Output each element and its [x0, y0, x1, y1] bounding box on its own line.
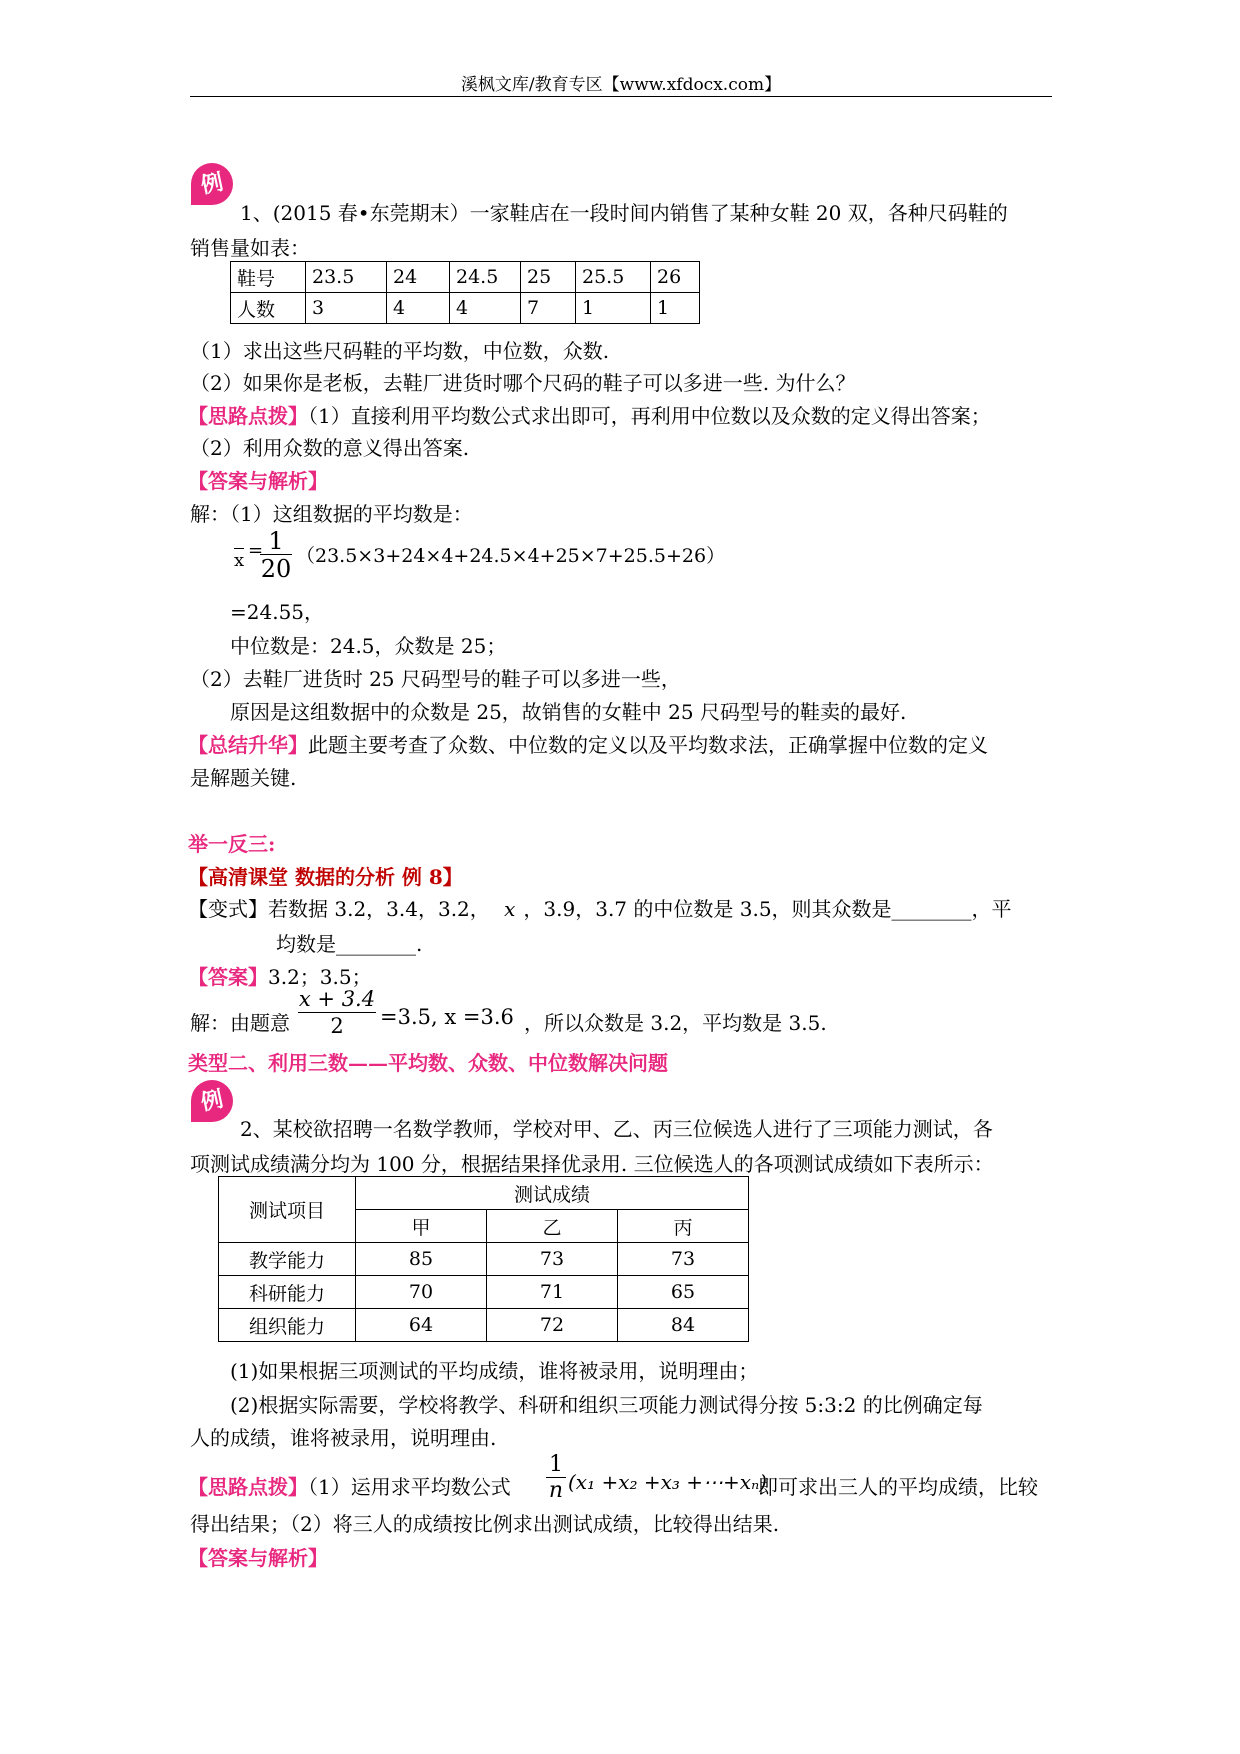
- table-cell: 84: [618, 1309, 749, 1342]
- summary-text: 此题主要考查了众数、中位数的定义以及平均数求法，正确掌握中位数的定义: [308, 733, 988, 757]
- q1-line1: 1、(2015 春•东莞期末）一家鞋店在一段时间内销售了某种女鞋 20 双，各种尺码鞋的: [240, 201, 1008, 225]
- answer-label: 【答案与解析】: [188, 1546, 328, 1570]
- table-cell: 85: [356, 1243, 487, 1276]
- table-cell: 65: [618, 1276, 749, 1309]
- q2-line1: 2、某校欲招聘一名数学教师，学校对甲、乙、丙三位候选人进行了三项能力测试，各: [240, 1117, 993, 1141]
- table-header-score: 测试成绩: [356, 1177, 749, 1210]
- table-cell: 73: [487, 1243, 618, 1276]
- solution-part2: （2）去鞋厂进货时 25 尺码型号的鞋子可以多进一些，: [190, 667, 681, 691]
- table-cell: 7: [521, 293, 576, 324]
- practice-title: 举一反三:: [188, 832, 276, 856]
- table-row-label: 科研能力: [219, 1276, 356, 1309]
- fraction-numerator: 1: [268, 527, 284, 555]
- table-cell: 3: [306, 293, 387, 324]
- table-row-label: 组织能力: [219, 1309, 356, 1342]
- table-row: [219, 1243, 749, 1276]
- hint-text: （1）直接利用平均数公式求出即可，再利用中位数以及众数的定义得出答案；: [308, 404, 991, 428]
- table-row: [219, 1309, 749, 1342]
- practice-fraction-numerator: x + 3.4: [298, 987, 376, 1011]
- example-badge-icon: 例: [191, 1080, 233, 1122]
- hint-label: 【思路点拨】: [188, 404, 308, 428]
- hint-fraction-denominator: n: [546, 1477, 566, 1503]
- table-cell: 1: [651, 293, 700, 324]
- practice-subtitle: 【高清课堂 数据的分析 例 8】: [188, 865, 463, 889]
- table-col-header: 丙: [618, 1210, 749, 1243]
- summary-label: 【总结升华】: [188, 733, 308, 757]
- header-rule: [190, 96, 1052, 97]
- table-cell: 64: [356, 1309, 487, 1342]
- section-title: 类型二、利用三数——平均数、众数、中位数解决问题: [188, 1051, 668, 1075]
- table-cell: 1: [576, 293, 651, 324]
- mean-expression: （23.5×3+24×4+24.5×4+25×7+25.5+26）: [296, 545, 726, 567]
- variant-text-b: ，3.9，3.7 的中位数是 3.5，则其众数是________，平: [523, 897, 1012, 921]
- q2-line2: 项测试成绩满分均为 100 分，根据结果择优录用. 三位候选人的各项测试成绩如下表所示：: [190, 1152, 994, 1176]
- practice-answer: 3.2；3.5；: [268, 965, 372, 989]
- table-cell: 72: [487, 1309, 618, 1342]
- shoe-size-table: [230, 261, 700, 324]
- table-cell: 70: [356, 1276, 487, 1309]
- hint-text-2: 得出结果；（2）将三人的成绩按比例求出测试成绩，比较得出结果.: [190, 1512, 780, 1536]
- hint-label: 【思路点拨】: [188, 1475, 308, 1499]
- table-cell: 71: [487, 1276, 618, 1309]
- q2-part1: (1)如果根据三项测试的平均成绩，谁将被录用，说明理由；: [230, 1359, 759, 1383]
- table-cell: 24.5: [450, 262, 521, 293]
- table-col-header: 乙: [487, 1210, 618, 1243]
- table-row: [231, 293, 700, 324]
- table-row: [219, 1177, 749, 1210]
- hint-fraction-numerator: 1: [549, 1452, 563, 1477]
- table-col-header: 甲: [356, 1210, 487, 1243]
- q1-part1: （1）求出这些尺码鞋的平均数，中位数，众数.: [190, 339, 610, 363]
- fraction-denominator: 20: [260, 555, 292, 583]
- solution-line: 解：（1）这组数据的平均数是：: [190, 502, 473, 526]
- q1-part2: （2）如果你是老板，去鞋厂进货时哪个尺码的鞋子可以多进一些. 为什么？: [190, 371, 856, 395]
- solution-reason: 原因是这组数据中的众数是 25，故销售的女鞋中 25 尺码型号的鞋卖的最好.: [230, 700, 907, 724]
- practice-equation: =3.5, x =3.6: [380, 1005, 514, 1029]
- example-badge-icon: 例: [191, 163, 233, 205]
- page-header: 溪枫文库/教育专区【www.xfdocx.com】: [460, 75, 782, 95]
- table-cell: 25.5: [576, 262, 651, 293]
- table-row-label: 教学能力: [219, 1243, 356, 1276]
- fraction: [260, 528, 292, 583]
- table-cell: 鞋号: [231, 262, 306, 293]
- hint-text-2: （2）利用众数的意义得出答案.: [190, 436, 470, 460]
- table-cell: 4: [387, 293, 450, 324]
- variant-x: x: [504, 897, 516, 921]
- practice-answer-label: 【答案】: [188, 965, 268, 989]
- answer-label: 【答案与解析】: [188, 469, 328, 493]
- practice-solution-post: ，所以众数是 3.2，平均数是 3.5.: [524, 1011, 827, 1035]
- hint-formula: (x₁ +x₂ +x₃ +⋯+xₙ): [568, 1470, 767, 1494]
- equals-sign: =: [248, 540, 264, 561]
- table-cell: 73: [618, 1243, 749, 1276]
- q2-part2b: 人的成绩，谁将被录用，说明理由.: [190, 1426, 497, 1450]
- table-cell: 25: [521, 262, 576, 293]
- score-table: [218, 1176, 749, 1342]
- table-cell: 23.5: [306, 262, 387, 293]
- table-cell: 24: [387, 262, 450, 293]
- table-row: [219, 1276, 749, 1309]
- hint-text: （1）运用求平均数公式: [308, 1475, 511, 1499]
- q1-line2: 销售量如表：: [190, 236, 310, 260]
- table-header-item: 测试项目: [219, 1177, 356, 1243]
- table-row: [231, 262, 700, 293]
- q2-part2a: (2)根据实际需要，学校将教学、科研和组织三项能力测试得分按 5:3:2 的比例确定每: [230, 1393, 983, 1417]
- practice-fraction-denominator: 2: [298, 1012, 376, 1039]
- table-cell: 人数: [231, 293, 306, 324]
- x-bar: x: [234, 550, 245, 571]
- variant-label: 【变式】: [188, 897, 268, 921]
- table-cell: 26: [651, 262, 700, 293]
- practice-fraction: [298, 986, 376, 1039]
- variant-text-2: 均数是________.: [276, 932, 423, 956]
- solution-result: =24.55，: [230, 600, 325, 624]
- median-mode: 中位数是：24.5，众数是 25；: [230, 634, 507, 658]
- hint-fraction: [546, 1452, 566, 1503]
- summary-text-2: 是解题关键.: [190, 766, 297, 790]
- variant-text-a: 若数据 3.2，3.4，3.2，: [268, 897, 490, 921]
- hint-text-post: 即可求出三人的平均成绩，比较: [758, 1475, 1038, 1499]
- table-cell: 4: [450, 293, 521, 324]
- practice-solution-pre: 解：由题意: [190, 1011, 290, 1035]
